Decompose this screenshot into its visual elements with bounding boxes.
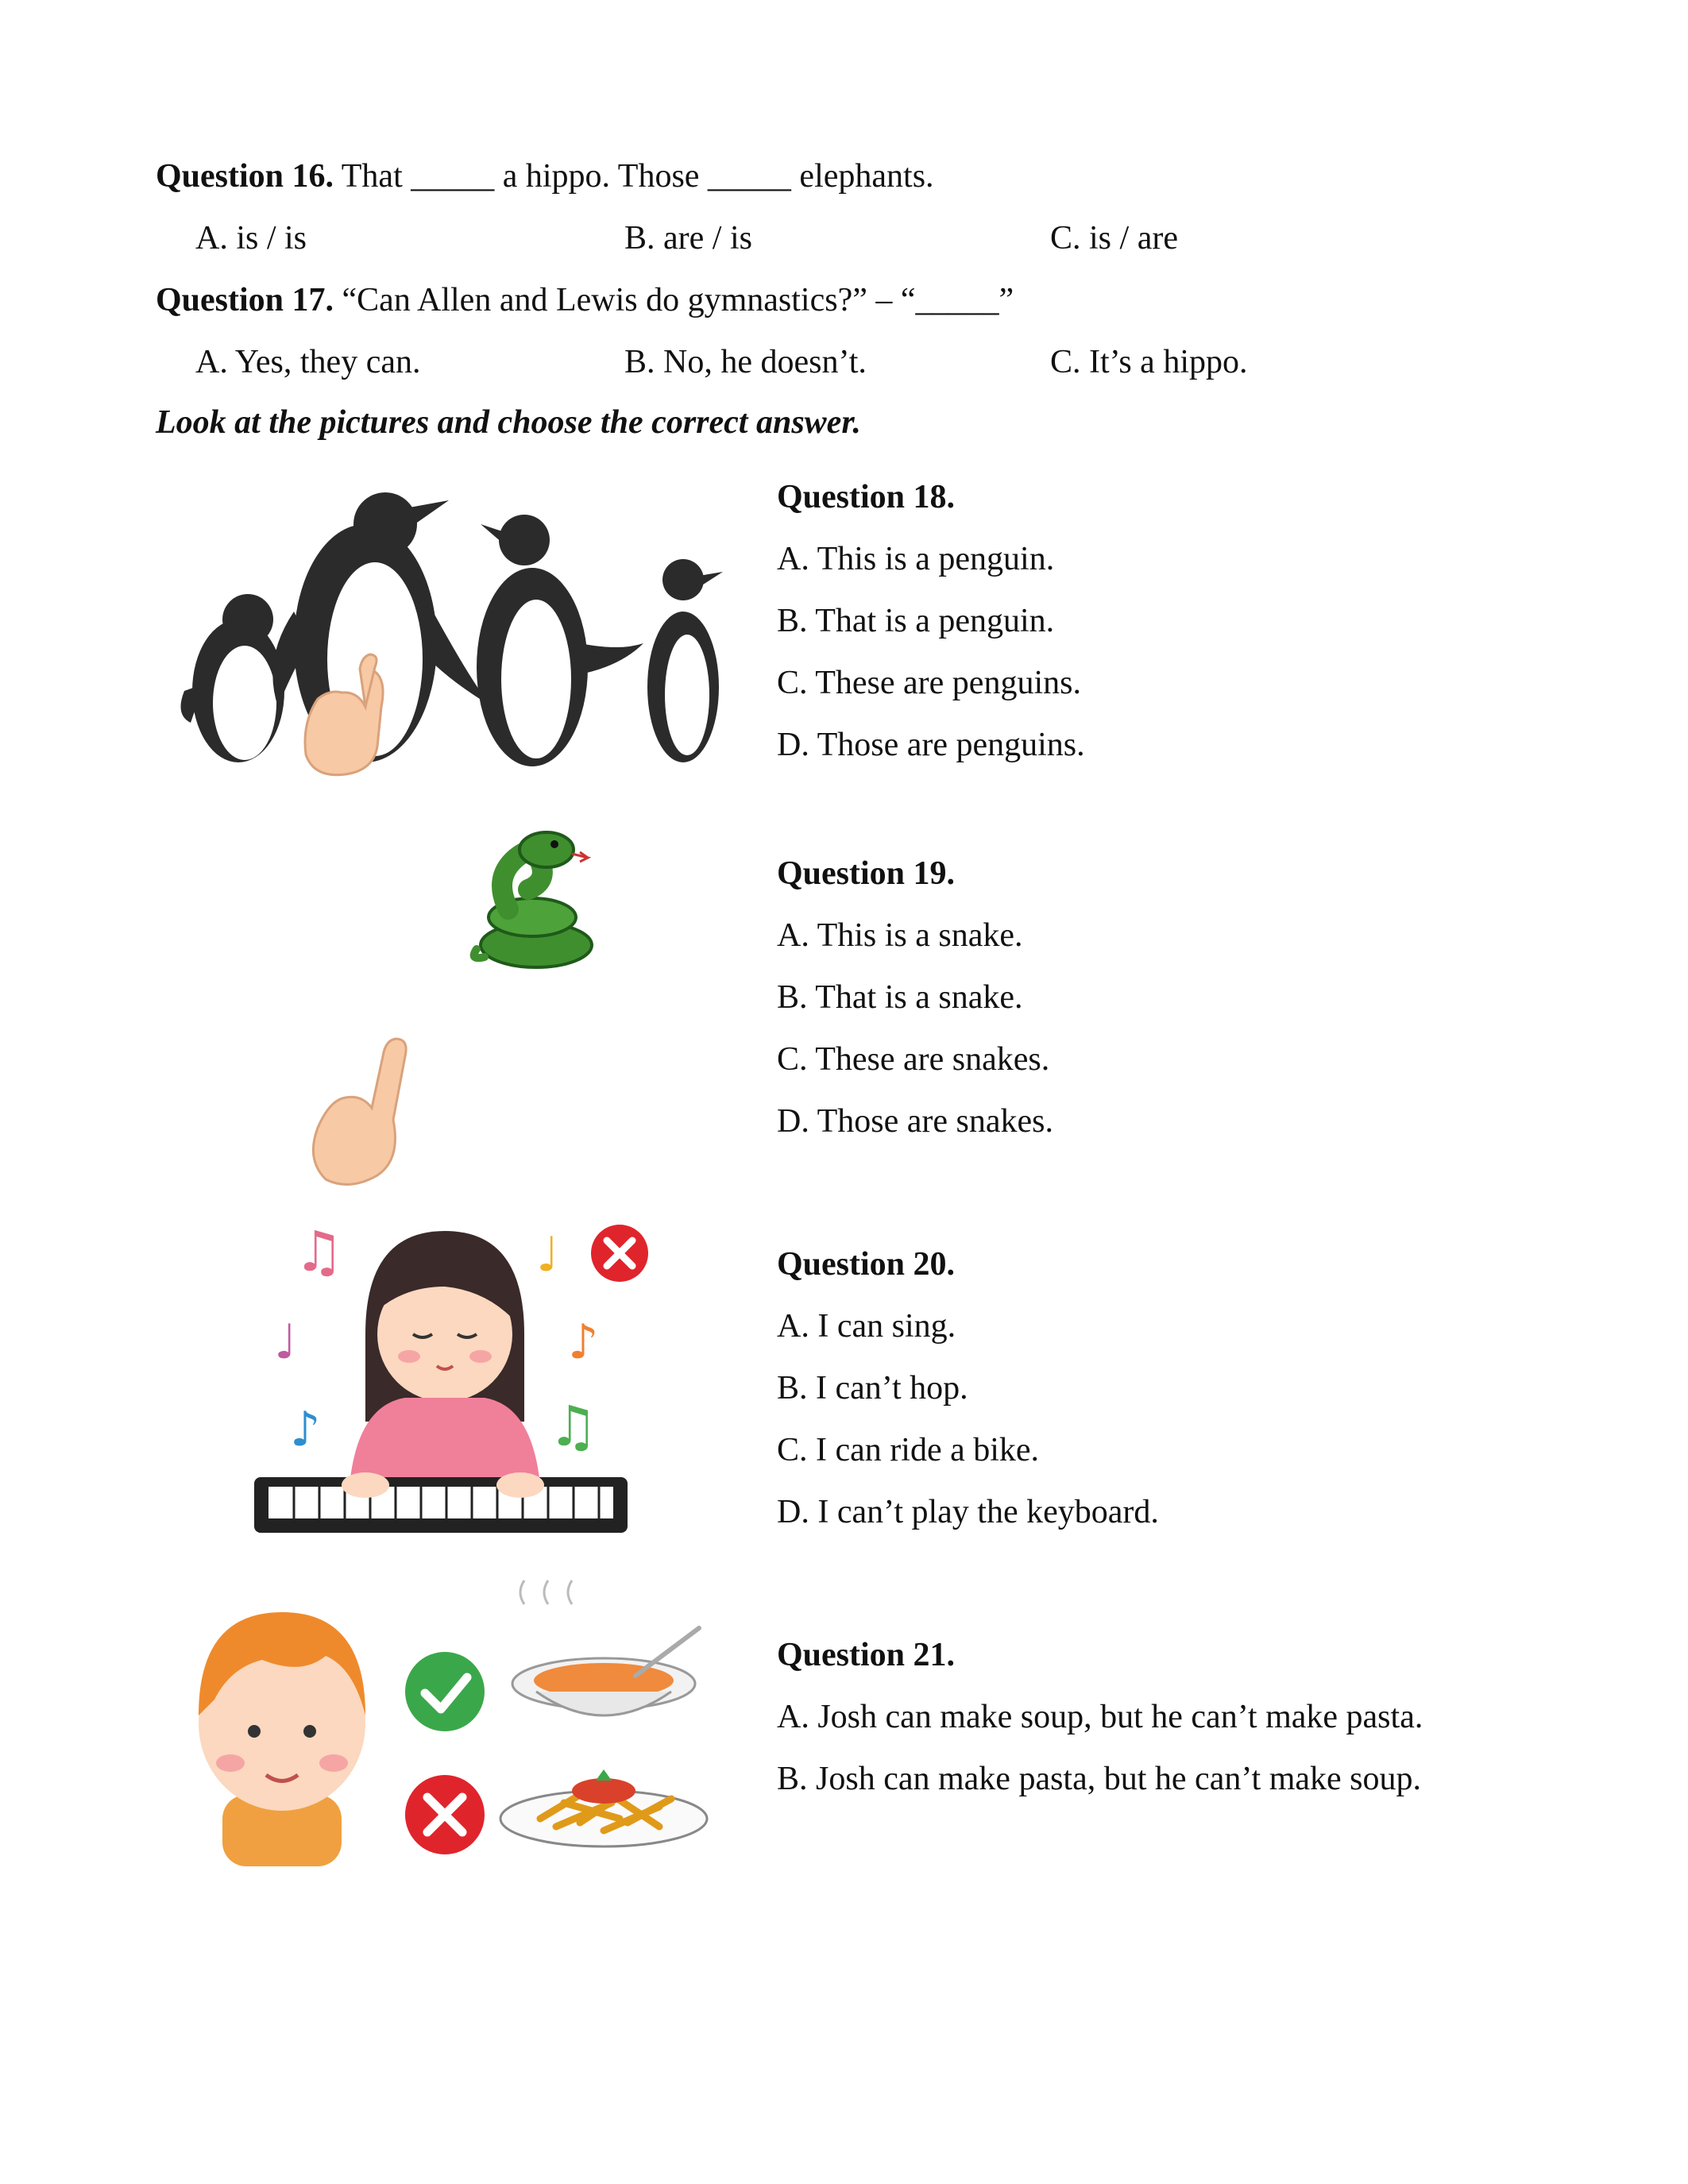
question-21-label-text: Question 21. bbox=[777, 1637, 956, 1673]
cross-icon bbox=[405, 1775, 485, 1854]
q16-option-a: A. is / is bbox=[195, 220, 307, 257]
svg-text:♩: ♩ bbox=[536, 1227, 559, 1283]
svg-text:♩: ♩ bbox=[274, 1314, 297, 1370]
pointing-hand-icon bbox=[302, 1032, 429, 1191]
question-18-label-text: Question 18. bbox=[777, 479, 956, 515]
q20-option-d: D. I can’t play the keyboard. bbox=[777, 1494, 1159, 1530]
girl-keyboard-illustration bbox=[246, 1215, 659, 1557]
question-17 bbox=[156, 281, 1014, 319]
svg-text:♪: ♪ bbox=[568, 1314, 599, 1370]
question-20-label bbox=[777, 1245, 955, 1283]
pasta-icon bbox=[500, 1769, 707, 1846]
q20-option-c: C. I can ride a bike. bbox=[777, 1432, 1040, 1468]
q17-option-b: B. No, he doesn’t. bbox=[624, 344, 867, 380]
question-17-text: “Can Allen and Lewis do gymnastics?” – “_____” bbox=[334, 282, 1014, 318]
soup-icon bbox=[512, 1580, 699, 1715]
snake-icon bbox=[461, 814, 612, 973]
penguins-pointing-illustration bbox=[175, 484, 731, 778]
svg-text:♫: ♫ bbox=[294, 1219, 344, 1284]
q17-option-a: A. Yes, they can. bbox=[195, 344, 421, 380]
question-19-label-text: Question 19. bbox=[777, 855, 956, 892]
cross-icon bbox=[591, 1225, 648, 1282]
q20-option-b: B. I can’t hop. bbox=[777, 1370, 968, 1406]
q19-option-b: B. That is a snake. bbox=[777, 979, 1023, 1016]
q16-option-c: C. is / are bbox=[1050, 220, 1178, 257]
check-icon bbox=[405, 1652, 485, 1731]
question-19-label bbox=[777, 855, 955, 893]
question-16-text: That _____ a hippo. Those _____ elephants. bbox=[334, 158, 934, 195]
q16-option-b: B. are / is bbox=[624, 220, 752, 257]
q19-option-d: D. Those are snakes. bbox=[777, 1103, 1053, 1140]
q18-option-d: D. Those are penguins. bbox=[777, 727, 1085, 763]
boy-soup-pasta-illustration bbox=[183, 1580, 723, 1866]
q19-option-c: C. These are snakes. bbox=[777, 1041, 1050, 1078]
question-17-label: Question 17. bbox=[156, 282, 334, 318]
q18-option-c: C. These are penguins. bbox=[777, 665, 1081, 701]
question-20-label-text: Question 20. bbox=[777, 1246, 956, 1283]
q18-option-b: B. That is a penguin. bbox=[777, 603, 1055, 639]
question-16 bbox=[156, 157, 934, 195]
q18-option-a: A. This is a penguin. bbox=[777, 541, 1055, 577]
q17-option-c: C. It’s a hippo. bbox=[1050, 344, 1248, 380]
question-16-label: Question 16. bbox=[156, 158, 334, 195]
question-21-label bbox=[777, 1636, 955, 1674]
svg-text:♫: ♫ bbox=[548, 1394, 598, 1459]
boy-avatar bbox=[199, 1612, 365, 1866]
q19-option-a: A. This is a snake. bbox=[777, 917, 1023, 954]
q21-option-a: A. Josh can make soup, but he can’t make pasta. bbox=[777, 1699, 1423, 1735]
section-instruction: Look at the pictures and choose the correct answer. bbox=[156, 404, 861, 441]
svg-text:♪: ♪ bbox=[290, 1402, 321, 1457]
q20-option-a: A. I can sing. bbox=[777, 1308, 956, 1345]
question-18-label bbox=[777, 478, 955, 516]
q21-option-b: B. Josh can make pasta, but he can’t make soup. bbox=[777, 1761, 1422, 1797]
